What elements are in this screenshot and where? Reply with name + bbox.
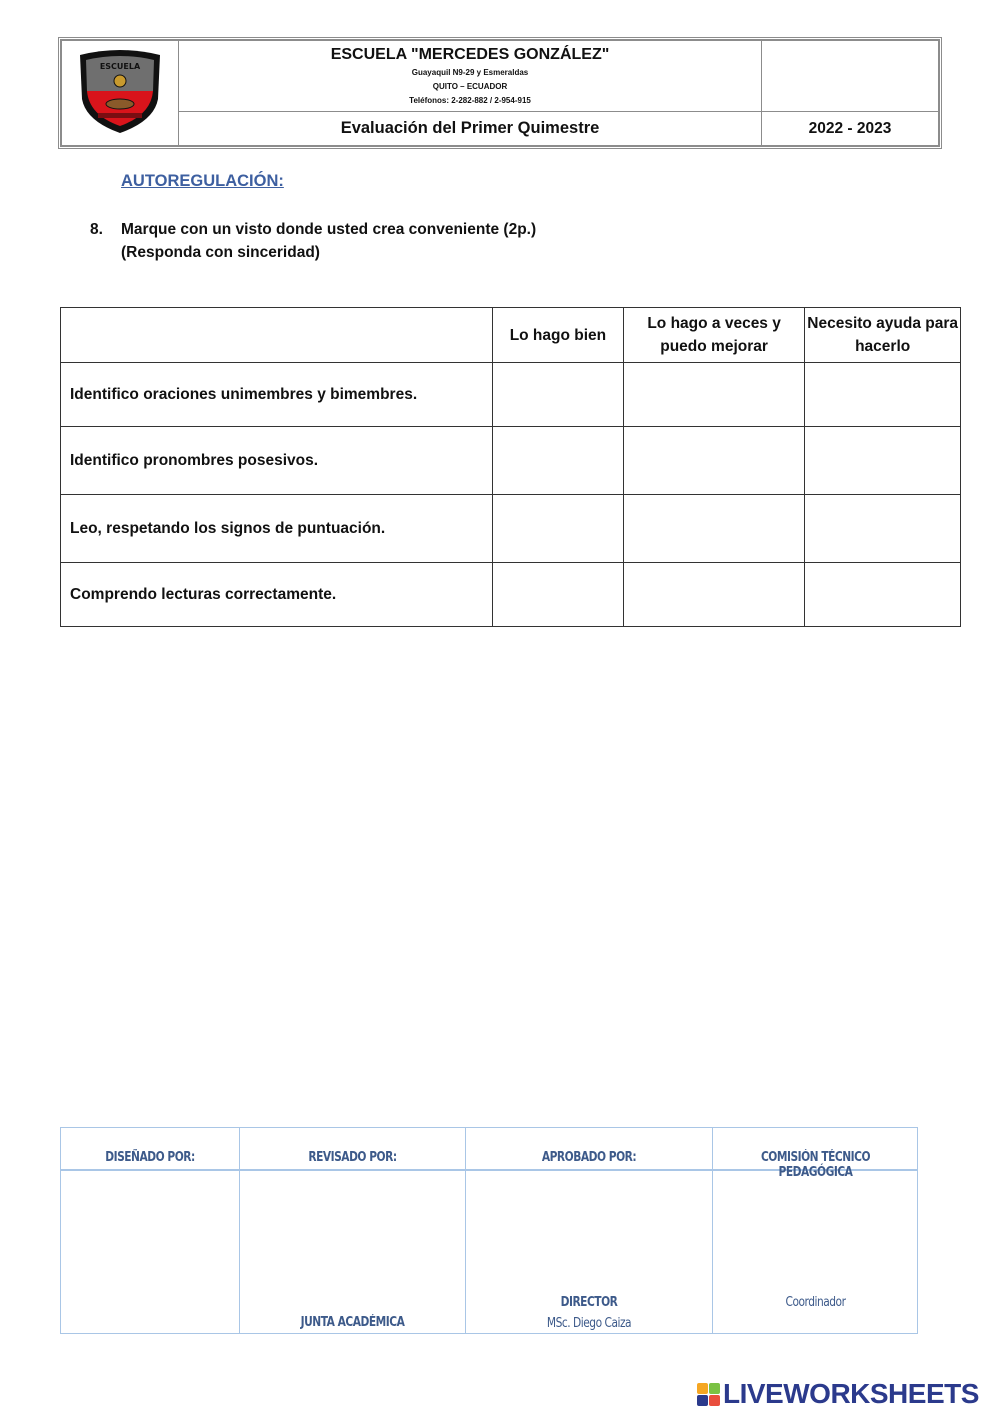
check-cell-necesito-ayuda[interactable] [805, 495, 961, 563]
signature-table [60, 1127, 918, 1334]
check-cell-a-veces[interactable] [623, 495, 804, 563]
approved-by-label: APROBADO POR: [541, 1150, 637, 1165]
signature-col-reviewed [240, 1128, 466, 1333]
signature-col-approved [466, 1128, 713, 1333]
question-line-2: (Responda con sinceridad) [121, 244, 320, 261]
criterion-cell: Leo, respetando los signos de puntuación. [61, 495, 493, 563]
criterion-cell: Identifico oraciones unimembres y bimembres. [61, 363, 493, 427]
approver-title: DIRECTOR [560, 1295, 618, 1310]
logo-cell [62, 41, 179, 146]
commission-role: Coordinador [785, 1295, 846, 1310]
school-address [179, 66, 761, 108]
table-row [61, 427, 961, 495]
check-cell-a-veces[interactable] [623, 563, 804, 627]
check-cell-lo-hago-bien[interactable] [492, 563, 623, 627]
question-line-1: Marque con un visto donde usted crea conveniente (2p.) [121, 221, 537, 238]
check-cell-necesito-ayuda[interactable] [805, 563, 961, 627]
check-cell-necesito-ayuda[interactable] [805, 427, 961, 495]
header-cell-lo-hago-bien: Lo hago bien [492, 308, 623, 363]
school-crest-logo [74, 47, 166, 135]
phone-line: Teléfonos: 2-282-882 / 2-954-915 [409, 96, 531, 105]
signature-col-commission [713, 1128, 918, 1333]
school-name: ESCUELA "MERCEDES GONZÁLEZ" [330, 46, 610, 63]
approver-name: MSc. Diego Caiza [546, 1316, 632, 1331]
signature-col-designed [61, 1128, 240, 1333]
check-cell-lo-hago-bien[interactable] [492, 495, 623, 563]
school-year: 2022 - 2023 [762, 112, 939, 146]
table-row [61, 495, 961, 563]
commission-label: COMISIÓN TÉCNICO PEDAGÓGICA [760, 1150, 871, 1180]
brand-logo-icon [697, 1383, 720, 1406]
header-cell-necesito-ayuda: Necesito ayuda para hacerlo [805, 308, 961, 363]
header-empty-cell [762, 41, 939, 112]
criterion-cell: Comprendo lecturas correctamente. [61, 563, 493, 627]
logo-text: ESCUELA [99, 61, 141, 71]
table-header-row [61, 308, 961, 363]
header-cell-criteria [61, 308, 493, 363]
address-line: Guayaquil N9-29 y Esmeraldas [411, 68, 529, 77]
reviewed-by-label: REVISADO POR: [308, 1150, 397, 1165]
table-row [61, 563, 961, 627]
brand-name: LIVEWORKSHEETS [723, 1378, 979, 1409]
document-header [58, 37, 942, 149]
liveworksheets-brand [697, 1377, 979, 1411]
section-title: AUTOREGULACIÓN: [121, 172, 284, 190]
check-cell-lo-hago-bien[interactable] [492, 363, 623, 427]
city-line: QUITO – ECUADOR [432, 82, 508, 91]
criterion-cell: Identifico pronombres posesivos. [61, 427, 493, 495]
school-info-cell [179, 41, 762, 112]
check-cell-lo-hago-bien[interactable] [492, 427, 623, 495]
reviewer-name: JUNTA ACADÉMICA [300, 1315, 405, 1330]
check-cell-a-veces[interactable] [623, 363, 804, 427]
question-text [121, 218, 721, 264]
question-number: 8. [90, 221, 103, 238]
check-cell-a-veces[interactable] [623, 427, 804, 495]
check-cell-necesito-ayuda[interactable] [805, 363, 961, 427]
evaluation-title: Evaluación del Primer Quimestre [179, 112, 762, 146]
header-cell-a-veces: Lo hago a veces y puedo mejorar [623, 308, 804, 363]
self-assessment-table [60, 307, 961, 627]
designed-by-label: DISEÑADO POR: [105, 1150, 195, 1165]
table-row [61, 363, 961, 427]
